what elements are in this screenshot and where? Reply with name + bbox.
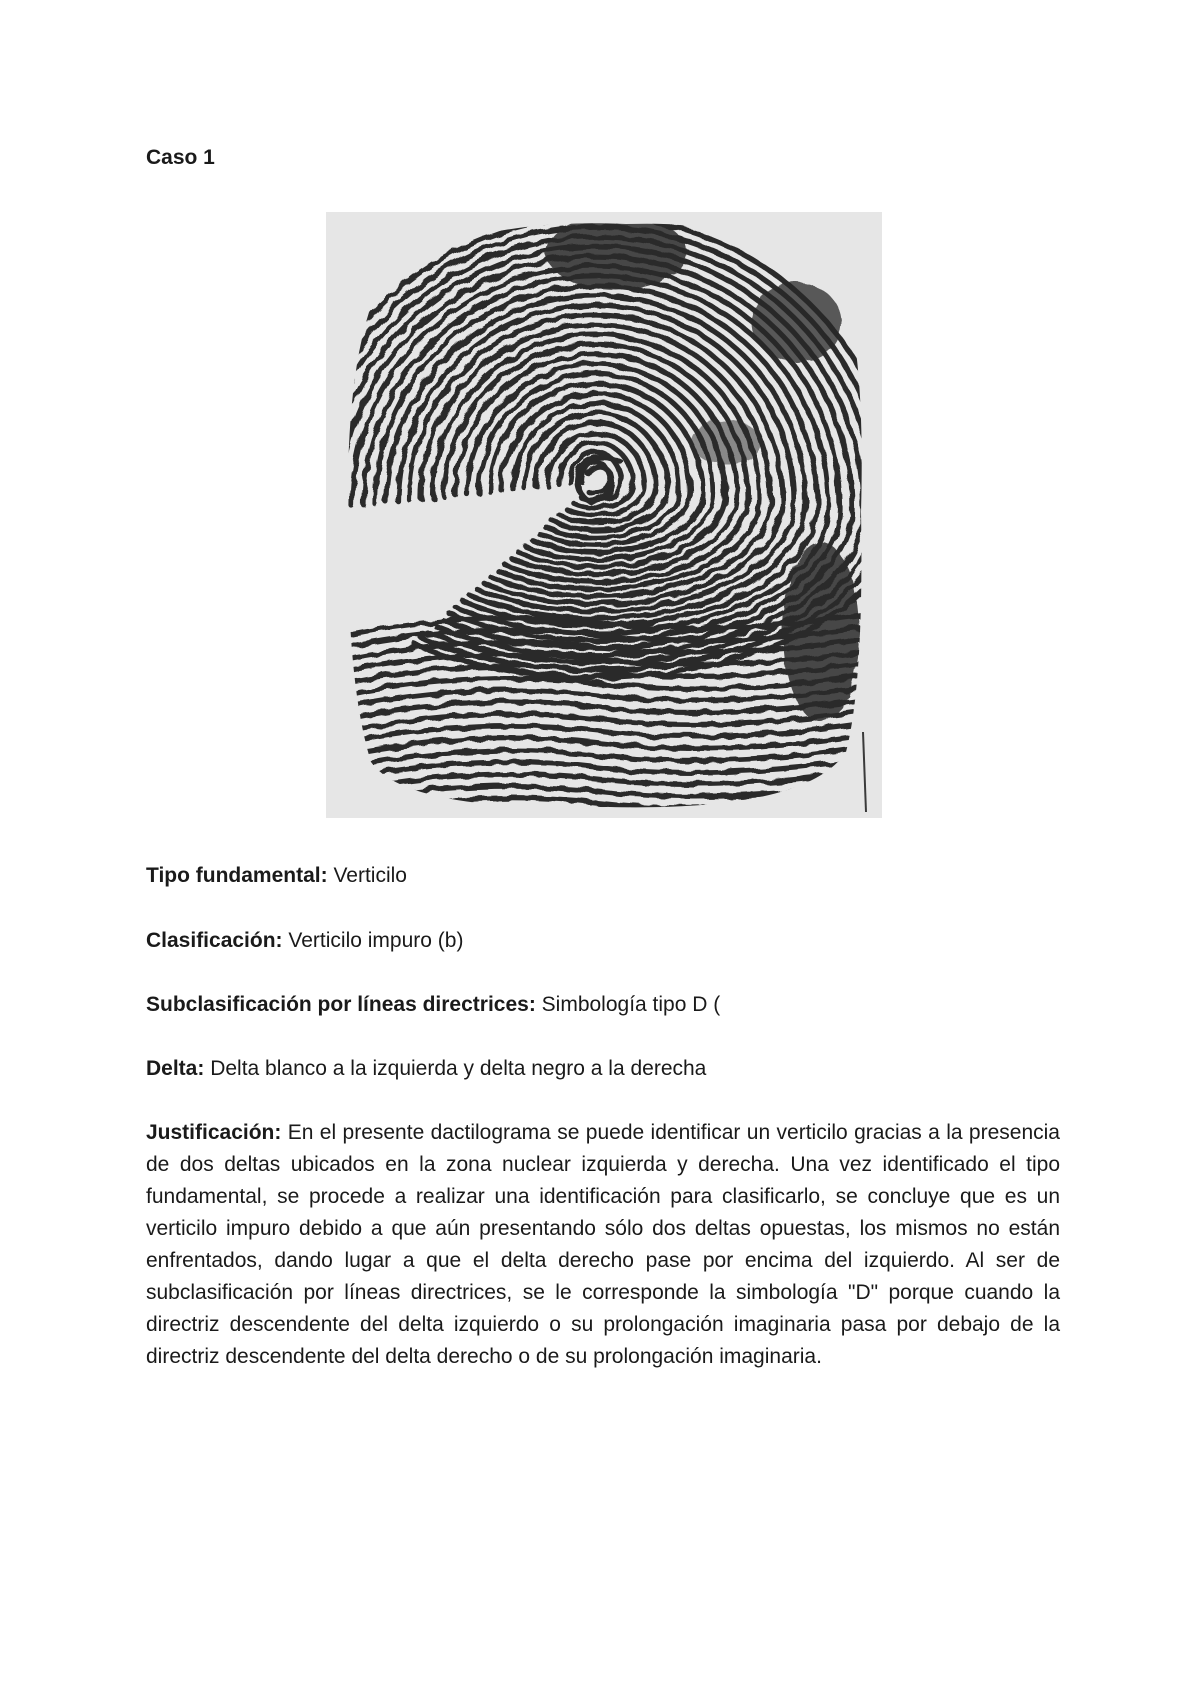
case-title: Caso 1 (146, 146, 215, 169)
field-justificacion (146, 1117, 1060, 1373)
field-label: Tipo fundamental: (146, 864, 328, 887)
field-value: Verticilo impuro (b) (288, 929, 464, 952)
field-label: Subclasificación por líneas directrices: (146, 993, 536, 1016)
fingerprint-image (326, 212, 882, 818)
field-clasificacion (146, 925, 1060, 957)
field-tipo-fundamental (146, 860, 1060, 892)
field-label: Clasificación: (146, 929, 283, 952)
field-label: Delta: (146, 1057, 205, 1080)
field-label: Justificación: (146, 1121, 282, 1144)
field-value: En el presente dactilograma se puede identificar un verticilo gracias a la presencia de dos deltas ubicados en la zona nuclear izquierda y derecha. Una vez identificado el tipo fundamental, se procede a realizar una identificación para clasificarlo, se concluye que es un verticilo impuro debido a que aún presentando sólo dos deltas opuestas, los mismos no están enfrentados, dando lugar a que el delta derecho pase por encima del izquierdo. Al ser de subclasificación por líneas directrices, se le corresponde la simbología "D" porque cuando la directriz descendente del delta izquierdo o su prolongación imaginaria pasa por debajo de la directriz descendente del delta derecho o de su prolongación imaginaria. (146, 1121, 1060, 1368)
field-delta (146, 1053, 1060, 1085)
field-subclasificacion (146, 989, 1060, 1021)
field-value: Verticilo (333, 864, 407, 887)
field-value: Simbología tipo D ( (541, 993, 721, 1016)
field-value: Delta blanco a la izquierda y delta negro a la derecha (210, 1057, 707, 1080)
fingerprint-drawing (326, 212, 882, 818)
